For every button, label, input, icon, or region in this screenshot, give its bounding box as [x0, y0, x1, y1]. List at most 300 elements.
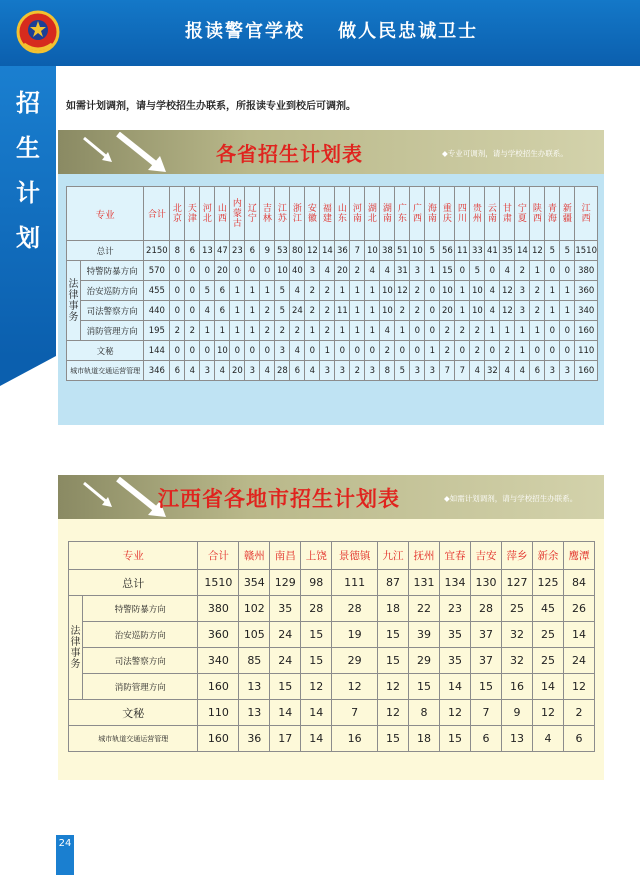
value-cell: 1	[230, 301, 245, 321]
value-cell: 8	[380, 361, 395, 381]
value-cell: 130	[471, 570, 502, 596]
value-cell: 1	[350, 301, 365, 321]
value-cell: 10	[215, 341, 230, 361]
province-header-cell: 天津	[185, 187, 200, 241]
table-row	[67, 241, 598, 261]
value-cell: 32	[501, 622, 532, 648]
total-cell: 380	[198, 596, 239, 622]
province-header-cell: 四川	[455, 187, 470, 241]
value-cell: 80	[290, 241, 305, 261]
value-cell: 2	[440, 321, 455, 341]
value-cell: 13	[200, 241, 215, 261]
value-cell: 1	[365, 321, 380, 341]
row-label-cell: 治安巡防方向	[83, 622, 198, 648]
total-cell: 570	[144, 261, 170, 281]
value-cell: 25	[532, 622, 563, 648]
value-cell: 12	[500, 301, 515, 321]
total-cell: 144	[144, 341, 170, 361]
adjustment-note: 如需计划调剂，请与学校招生办联系，所报读专业到校后可调剂。	[66, 101, 356, 112]
value-cell: 9	[260, 241, 275, 261]
value-cell: 25	[532, 648, 563, 674]
value-cell: 15	[270, 674, 301, 700]
value-cell: 4	[260, 361, 275, 381]
value-cell: 2	[440, 341, 455, 361]
value-cell: 3	[410, 261, 425, 281]
value-cell: 6	[563, 726, 594, 752]
value-cell: 12	[332, 674, 378, 700]
table-row	[67, 281, 598, 301]
value-cell: 2	[500, 341, 515, 361]
value-cell: 5	[425, 241, 440, 261]
table-header-row	[67, 187, 598, 241]
city-header-cell: 宜春	[440, 542, 471, 570]
value-cell: 6	[471, 726, 502, 752]
value-cell: 5	[470, 261, 485, 281]
value-cell: 33	[470, 241, 485, 261]
province-header-cell: 湖北	[365, 187, 380, 241]
value-cell: 1	[365, 281, 380, 301]
value-cell: 23	[440, 596, 471, 622]
total-header-cell: 合计	[198, 542, 239, 570]
value-cell: 1	[500, 321, 515, 341]
value-cell: 28	[275, 361, 290, 381]
value-cell: 5	[560, 241, 575, 261]
total-cell: 1510	[198, 570, 239, 596]
value-cell: 1	[530, 321, 545, 341]
total-header-cell: 合计	[144, 187, 170, 241]
value-cell: 0	[425, 281, 440, 301]
province-header-cell: 广西	[410, 187, 425, 241]
province-header-cell: 浙江	[290, 187, 305, 241]
table-row	[69, 648, 595, 674]
province-header-cell: 青海	[545, 187, 560, 241]
value-cell: 7	[440, 361, 455, 381]
value-cell: 4	[305, 361, 320, 381]
city-plan-banner	[58, 475, 604, 519]
total-cell: 340	[198, 648, 239, 674]
value-cell: 87	[378, 570, 409, 596]
value-cell: 1	[560, 281, 575, 301]
value-cell: 0	[170, 261, 185, 281]
value-cell: 129	[270, 570, 301, 596]
total-cell: 195	[144, 321, 170, 341]
value-cell: 0	[410, 341, 425, 361]
table-header-row	[69, 542, 595, 570]
value-cell: 26	[563, 596, 594, 622]
value-cell: 1	[455, 301, 470, 321]
total-cell: 160	[198, 674, 239, 700]
value-cell: 2	[410, 281, 425, 301]
value-cell: 3	[545, 361, 560, 381]
value-cell: 2	[380, 341, 395, 361]
total-cell: 346	[144, 361, 170, 381]
province-header-cell: 江西	[575, 187, 598, 241]
value-cell: 340	[575, 301, 598, 321]
value-cell: 20	[335, 261, 350, 281]
row-label-cell: 文秘	[67, 341, 144, 361]
value-cell: 24	[270, 622, 301, 648]
value-cell: 19	[332, 622, 378, 648]
value-cell: 8	[170, 241, 185, 261]
city-header-cell: 萍乡	[501, 542, 532, 570]
value-cell: 4	[365, 261, 380, 281]
value-cell: 102	[239, 596, 270, 622]
value-cell: 2	[290, 321, 305, 341]
value-cell: 32	[501, 648, 532, 674]
province-plan-title: 各省招生计划表	[216, 142, 363, 166]
value-cell: 0	[425, 321, 440, 341]
row-label-cell: 司法警察方向	[81, 301, 144, 321]
row-label-cell: 消防管理方向	[83, 674, 198, 700]
value-cell: 40	[290, 261, 305, 281]
value-cell: 4	[380, 261, 395, 281]
value-cell: 14	[320, 241, 335, 261]
table-row	[67, 341, 598, 361]
value-cell: 1	[455, 281, 470, 301]
value-cell: 24	[563, 648, 594, 674]
row-label-cell: 总计	[67, 241, 144, 261]
value-cell: 14	[532, 674, 563, 700]
side-title-char: 招	[16, 88, 40, 117]
value-cell: 2	[305, 301, 320, 321]
value-cell: 20	[215, 261, 230, 281]
value-cell: 2	[470, 321, 485, 341]
value-cell: 6	[215, 301, 230, 321]
value-cell: 2	[170, 321, 185, 341]
value-cell: 3	[410, 361, 425, 381]
value-cell: 0	[260, 341, 275, 361]
value-cell: 29	[409, 648, 440, 674]
value-cell: 1	[350, 281, 365, 301]
value-cell: 1	[530, 261, 545, 281]
value-cell: 35	[500, 241, 515, 261]
group-label: 法律事务	[68, 278, 79, 323]
value-cell: 23	[230, 241, 245, 261]
province-header-cell: 江苏	[275, 187, 290, 241]
value-cell: 2	[320, 321, 335, 341]
value-cell: 0	[545, 321, 560, 341]
value-cell: 2	[530, 281, 545, 301]
value-cell: 36	[239, 726, 270, 752]
value-cell: 0	[260, 261, 275, 281]
value-cell: 14	[270, 700, 301, 726]
value-cell: 41	[485, 241, 500, 261]
city-plan-table	[68, 541, 595, 752]
table-row	[69, 700, 595, 726]
value-cell: 1	[335, 321, 350, 341]
value-cell: 13	[501, 726, 532, 752]
value-cell: 4	[500, 261, 515, 281]
police-emblem-icon	[16, 8, 60, 56]
city-header-cell: 鹰潭	[563, 542, 594, 570]
value-cell: 6	[185, 241, 200, 261]
value-cell: 0	[455, 261, 470, 281]
value-cell: 4	[485, 281, 500, 301]
value-cell: 12	[378, 674, 409, 700]
arrows-icon	[78, 132, 168, 174]
value-cell: 2	[455, 321, 470, 341]
value-cell: 2	[470, 341, 485, 361]
province-header-cell: 北京	[170, 187, 185, 241]
value-cell: 15	[378, 648, 409, 674]
value-cell: 28	[471, 596, 502, 622]
value-cell: 10	[380, 301, 395, 321]
value-cell: 1	[215, 321, 230, 341]
total-cell: 440	[144, 301, 170, 321]
value-cell: 2	[260, 301, 275, 321]
total-cell: 455	[144, 281, 170, 301]
value-cell: 127	[501, 570, 532, 596]
value-cell: 12	[532, 700, 563, 726]
value-cell: 0	[230, 261, 245, 281]
value-cell: 2	[350, 261, 365, 281]
value-cell: 1	[200, 321, 215, 341]
value-cell: 6	[170, 361, 185, 381]
province-header-cell: 辽宁	[245, 187, 260, 241]
value-cell: 5	[275, 301, 290, 321]
value-cell: 3	[365, 361, 380, 381]
value-cell: 3	[560, 361, 575, 381]
value-cell: 4	[215, 361, 230, 381]
value-cell: 17	[270, 726, 301, 752]
city-plan-panel	[58, 475, 604, 780]
value-cell: 28	[332, 596, 378, 622]
value-cell: 2	[410, 301, 425, 321]
value-cell: 1	[515, 341, 530, 361]
value-cell: 25	[501, 596, 532, 622]
value-cell: 2	[305, 281, 320, 301]
table-row	[67, 321, 598, 341]
header-slogan: 报读警官学校 做人民忠诚卫士	[185, 21, 479, 42]
table-row	[69, 726, 595, 752]
value-cell: 37	[471, 622, 502, 648]
value-cell: 10	[440, 281, 455, 301]
row-label-cell: 城市轨道交通运营管理	[69, 726, 198, 752]
value-cell: 0	[185, 261, 200, 281]
major-header-cell: 专业	[67, 187, 144, 241]
value-cell: 0	[170, 281, 185, 301]
value-cell: 4	[470, 361, 485, 381]
value-cell: 2	[563, 700, 594, 726]
value-cell: 4	[380, 321, 395, 341]
total-cell: 110	[198, 700, 239, 726]
value-cell: 4	[320, 261, 335, 281]
value-cell: 1	[350, 321, 365, 341]
value-cell: 15	[409, 674, 440, 700]
value-cell: 20	[230, 361, 245, 381]
value-cell: 11	[335, 301, 350, 321]
province-header-cell: 云南	[485, 187, 500, 241]
value-cell: 14	[301, 726, 332, 752]
value-cell: 0	[485, 341, 500, 361]
value-cell: 0	[410, 321, 425, 341]
table-row	[67, 301, 598, 321]
value-cell: 2	[530, 301, 545, 321]
value-cell: 5	[200, 281, 215, 301]
row-label-cell: 消防管理方向	[81, 321, 144, 341]
value-cell: 12	[395, 281, 410, 301]
row-label-cell: 城市轨道交通运营管理	[67, 361, 144, 381]
province-header-cell: 甘肃	[500, 187, 515, 241]
value-cell: 4	[185, 361, 200, 381]
value-cell: 2	[515, 261, 530, 281]
value-cell: 6	[245, 241, 260, 261]
city-header-cell: 赣州	[239, 542, 270, 570]
value-cell: 1	[230, 281, 245, 301]
value-cell: 0	[230, 341, 245, 361]
value-cell: 380	[575, 261, 598, 281]
value-cell: 1	[245, 321, 260, 341]
province-header-cell: 重庆	[440, 187, 455, 241]
value-cell: 7	[350, 241, 365, 261]
value-cell: 134	[440, 570, 471, 596]
row-label-cell: 总计	[69, 570, 198, 596]
total-cell: 2150	[144, 241, 170, 261]
value-cell: 45	[532, 596, 563, 622]
value-cell: 160	[575, 361, 598, 381]
value-cell: 2	[320, 281, 335, 301]
value-cell: 14	[515, 241, 530, 261]
province-plan-note: ◆专业可调剂，请与学校招生办联系。	[442, 149, 568, 158]
value-cell: 3	[200, 361, 215, 381]
side-title-char: 计	[16, 178, 40, 207]
value-cell: 4	[290, 281, 305, 301]
value-cell: 10	[380, 281, 395, 301]
city-header-cell: 抚州	[409, 542, 440, 570]
value-cell: 0	[185, 341, 200, 361]
value-cell: 32	[485, 361, 500, 381]
value-cell: 360	[575, 281, 598, 301]
page-number: 24	[56, 835, 74, 875]
value-cell: 56	[440, 241, 455, 261]
value-cell: 0	[545, 261, 560, 281]
value-cell: 1	[545, 281, 560, 301]
value-cell: 1	[305, 321, 320, 341]
value-cell: 1	[515, 321, 530, 341]
row-label-cell: 特警防暴方向	[81, 261, 144, 281]
province-header-cell: 山东	[335, 187, 350, 241]
value-cell: 15	[301, 622, 332, 648]
table-row	[69, 570, 595, 596]
value-cell: 37	[471, 648, 502, 674]
value-cell: 0	[185, 301, 200, 321]
value-cell: 13	[239, 674, 270, 700]
value-cell: 1	[260, 281, 275, 301]
value-cell: 84	[563, 570, 594, 596]
value-cell: 0	[185, 281, 200, 301]
value-cell: 1	[320, 341, 335, 361]
value-cell: 7	[471, 700, 502, 726]
province-header-cell: 新疆	[560, 187, 575, 241]
value-cell: 15	[440, 261, 455, 281]
value-cell: 24	[290, 301, 305, 321]
value-cell: 31	[395, 261, 410, 281]
city-header-cell: 吉安	[471, 542, 502, 570]
value-cell: 12	[530, 241, 545, 261]
value-cell: 14	[563, 622, 594, 648]
province-plan-banner	[58, 130, 604, 174]
value-cell: 3	[245, 361, 260, 381]
value-cell: 4	[515, 361, 530, 381]
value-cell: 14	[301, 700, 332, 726]
value-cell: 2	[395, 301, 410, 321]
value-cell: 11	[455, 241, 470, 261]
total-cell: 360	[198, 622, 239, 648]
value-cell: 18	[409, 726, 440, 752]
side-title-char: 生	[16, 133, 40, 162]
value-cell: 12	[378, 700, 409, 726]
value-cell: 3	[320, 361, 335, 381]
value-cell: 1	[425, 341, 440, 361]
value-cell: 85	[239, 648, 270, 674]
value-cell: 0	[560, 261, 575, 281]
value-cell: 0	[350, 341, 365, 361]
value-cell: 0	[530, 341, 545, 361]
value-cell: 3	[305, 261, 320, 281]
city-header-cell: 九江	[378, 542, 409, 570]
value-cell: 5	[395, 361, 410, 381]
value-cell: 4	[485, 301, 500, 321]
table-row	[69, 596, 595, 622]
value-cell: 0	[170, 341, 185, 361]
province-header-cell: 广东	[395, 187, 410, 241]
city-header-cell: 景德镇	[332, 542, 378, 570]
value-cell: 51	[395, 241, 410, 261]
value-cell: 2	[260, 321, 275, 341]
value-cell: 8	[409, 700, 440, 726]
value-cell: 35	[440, 622, 471, 648]
value-cell: 20	[440, 301, 455, 321]
value-cell: 354	[239, 570, 270, 596]
value-cell: 29	[332, 648, 378, 674]
province-header-cell: 吉林	[260, 187, 275, 241]
value-cell: 0	[200, 261, 215, 281]
value-cell: 5	[545, 241, 560, 261]
province-header-cell: 安徽	[305, 187, 320, 241]
value-cell: 16	[332, 726, 378, 752]
value-cell: 125	[532, 570, 563, 596]
city-header-cell: 南昌	[270, 542, 301, 570]
value-cell: 4	[532, 726, 563, 752]
row-label-cell: 特警防暴方向	[83, 596, 198, 622]
value-cell: 1510	[575, 241, 598, 261]
row-label-cell: 治安巡防方向	[81, 281, 144, 301]
value-cell: 9	[501, 700, 532, 726]
group-label-cell	[67, 261, 81, 341]
value-cell: 35	[440, 648, 471, 674]
value-cell: 3	[335, 361, 350, 381]
city-header-cell: 新余	[532, 542, 563, 570]
value-cell: 15	[378, 622, 409, 648]
value-cell: 35	[270, 596, 301, 622]
value-cell: 0	[245, 261, 260, 281]
value-cell: 18	[378, 596, 409, 622]
value-cell: 1	[545, 301, 560, 321]
value-cell: 5	[275, 281, 290, 301]
province-header-cell: 海南	[425, 187, 440, 241]
value-cell: 1	[245, 301, 260, 321]
province-header-cell: 贵州	[470, 187, 485, 241]
row-label-cell: 文秘	[69, 700, 198, 726]
value-cell: 12	[305, 241, 320, 261]
value-cell: 131	[409, 570, 440, 596]
value-cell: 1	[560, 301, 575, 321]
value-cell: 98	[301, 570, 332, 596]
value-cell: 0	[170, 301, 185, 321]
group-label: 法律事务	[70, 625, 81, 670]
group-label-cell	[69, 596, 83, 700]
value-cell: 0	[560, 341, 575, 361]
